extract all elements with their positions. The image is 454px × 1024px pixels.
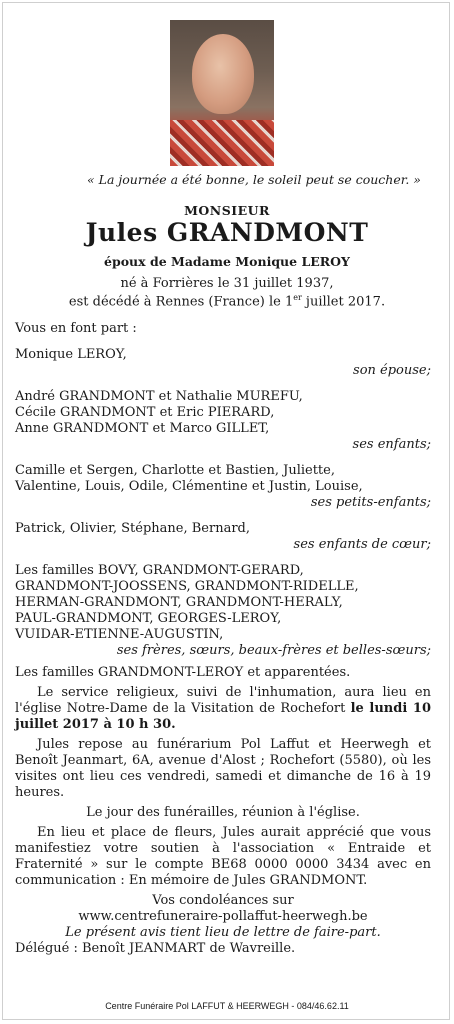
portrait-photo	[170, 20, 274, 166]
child-line: André GRANDMONT et Nathalie MUREFU,	[15, 389, 303, 404]
funerarium-paragraph: Jules repose au funérarium Pol Laffut et Heerwegh et Benoît Jeanmart, 6A, avenue d'Alost ; Rochefort (5580), où les visites ont lieu ces vendredi, samedi et dimanche de 16 à 19 heures.	[15, 737, 431, 800]
wife-name: Monique LEROY,	[15, 347, 127, 362]
wife-role: son épouse;	[353, 363, 431, 378]
child-line: Cécile GRANDMONT et Eric PIERARD,	[15, 405, 275, 420]
service-text: Le service religieux, suivi de l'inhumation, aura lieu en l'église Notre-Dame de la Visitation de Rochefort	[15, 685, 431, 716]
meeting-line: Le jour des funérailles, réunion à l'église.	[86, 805, 360, 820]
heart-children-role: ses enfants de cœur;	[293, 537, 431, 552]
deceased-name: Jules GRANDMONT	[85, 218, 369, 247]
families-role: ses frères, sœurs, beaux-frères et belles-sœurs;	[116, 643, 431, 658]
epitaph-quote: « La journée a été bonne, le soleil peut se coucher. »	[87, 172, 421, 187]
spouse-line: époux de Madame Monique LEROY	[104, 254, 350, 269]
grandchild-line: Valentine, Louis, Odile, Clémentine et Justin, Louise,	[15, 479, 363, 494]
child-line: Anne GRANDMONT et Marco GILLET,	[15, 421, 270, 436]
family-line: Les familles BOVY, GRANDMONT-GERARD,	[15, 563, 304, 578]
footer-funeral-home: Centre Funéraire Pol LAFFUT & HEERWEGH - 084/46.62.11	[105, 1001, 349, 1011]
grandchild-line: Camille et Sergen, Charlotte et Bastien, Juliette,	[15, 463, 335, 478]
announce-line: Vous en font part :	[15, 321, 137, 336]
family-line: PAUL-GRANDMONT, GEORGES-LEROY,	[15, 611, 282, 626]
heart-children: Patrick, Olivier, Stéphane, Bernard,	[15, 521, 251, 536]
family-line: VUIDAR-ETIENNE-AUGUSTIN,	[15, 627, 224, 642]
delegate-line: Délégué : Benoît JEANMART de Wavreille.	[15, 941, 296, 956]
families-extra: Les familles GRANDMONT-LEROY et apparentées.	[15, 665, 351, 680]
death-line-a: est décédé à Rennes (France) le 1	[68, 294, 294, 310]
flowers-paragraph: En lieu et place de fleurs, Jules aurait apprécié que vous manifestiez votre soutien à l'association « Entraide et Fraternité » sur le compte BE68 0000 0000 3434 avec en communication : En mémoire de Jules GRANDMONT.	[15, 825, 431, 888]
title-prefix: MONSIEUR	[184, 203, 270, 218]
condolences-url[interactable]: www.centrefuneraire-pollaffut-heerwegh.be	[78, 909, 368, 924]
portrait-head	[192, 34, 254, 114]
death-line-b: juillet 2017.	[301, 294, 386, 310]
condolences-label: Vos condoléances sur	[152, 893, 294, 908]
service-date: le lundi 10 juillet 2017 à 10 h 30.	[15, 701, 431, 732]
portrait-shirt	[170, 120, 274, 166]
death-line-sup: er	[293, 293, 302, 302]
service-paragraph	[15, 685, 431, 733]
grandchildren-role: ses petits-enfants;	[310, 495, 431, 510]
family-line: HERMAN-GRANDMONT, GRANDMONT-HERALY,	[15, 595, 343, 610]
notice-body	[15, 321, 431, 957]
family-line: GRANDMONT-JOOSSENS, GRANDMONT-RIDELLE,	[15, 579, 359, 594]
children-role: ses enfants;	[352, 437, 431, 452]
birth-line: né à Forrières le 31 juillet 1937,	[120, 276, 334, 291]
death-line	[0, 293, 454, 309]
notice-line: Le présent avis tient lieu de lettre de faire-part.	[65, 925, 381, 940]
